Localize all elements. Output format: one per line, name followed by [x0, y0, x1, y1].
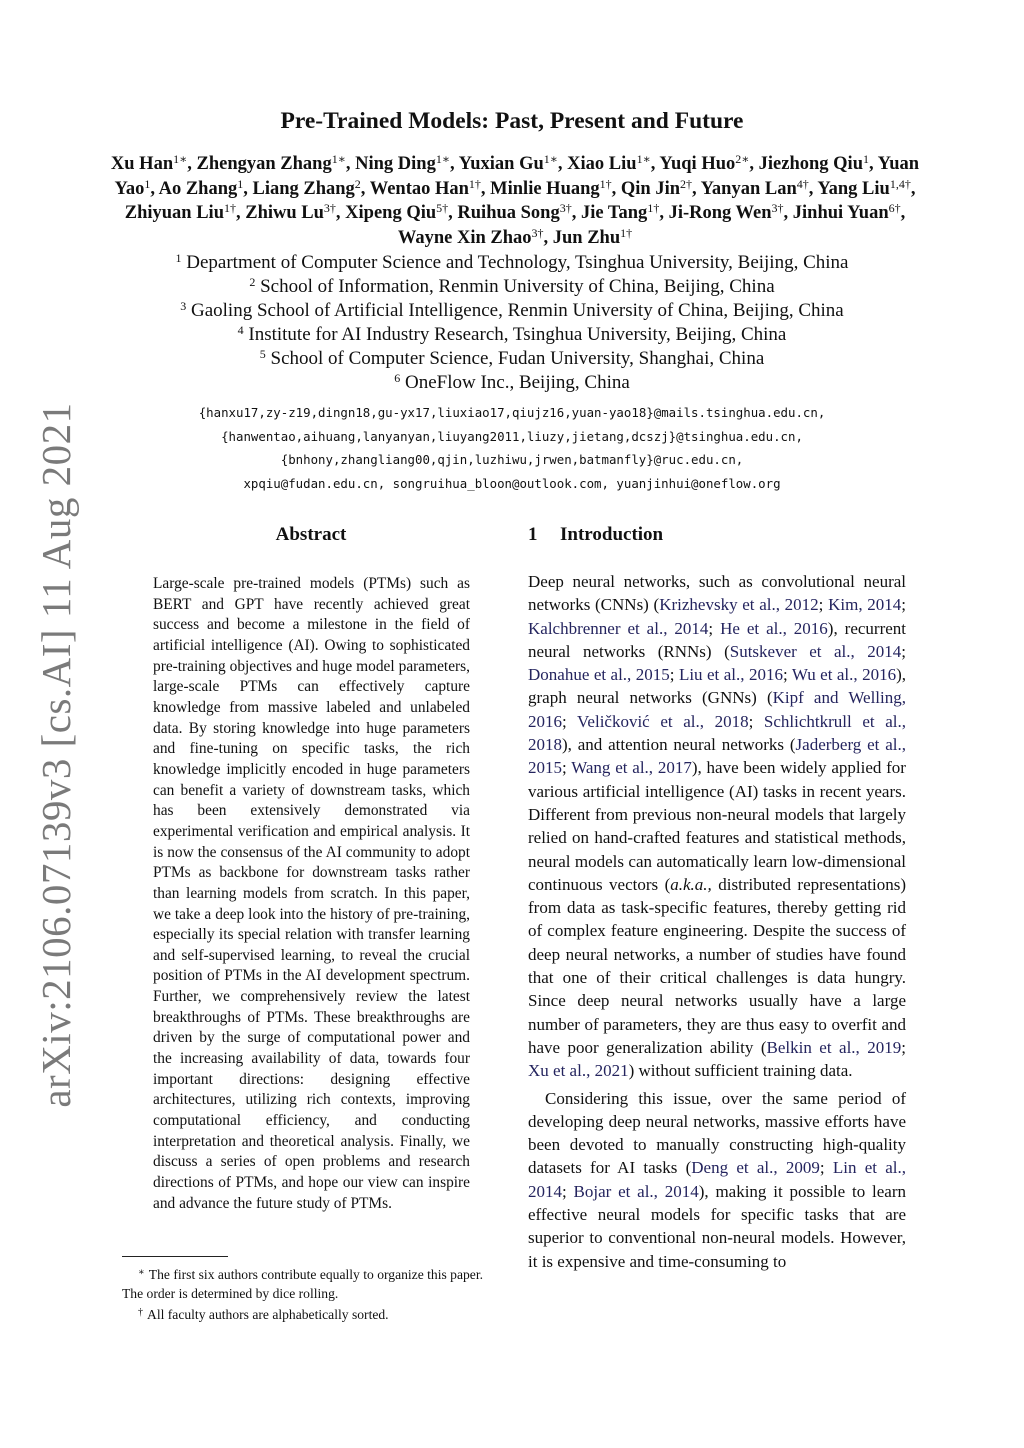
affiliation-text: Institute for AI Industry Research, Tsinghua University, Beijing, China: [243, 324, 787, 345]
author: [700, 176, 809, 199]
author-name: Yanyan Lan: [700, 178, 797, 199]
author-affiliation-mark: 1: [144, 176, 151, 191]
citation-link[interactable]: Wu et al., 2016: [791, 665, 897, 685]
footnotes: [122, 1263, 502, 1325]
citation-link[interactable]: Sutskever et al., 2014: [729, 641, 902, 661]
affiliation: [0, 299, 1024, 323]
affiliation: [0, 251, 1024, 275]
citation-link[interactable]: Donahue et al., 2015: [528, 665, 670, 685]
citation-link[interactable]: Deng et al., 2009: [691, 1158, 820, 1178]
section-title: Introduction: [560, 524, 664, 545]
affiliation-text: OneFlow Inc., Beijing, China: [400, 372, 630, 393]
author-name: Ruihua Song: [457, 203, 560, 224]
introduction-heading: [528, 522, 906, 552]
citation-link[interactable]: Kim, 2014: [828, 595, 902, 615]
author-affiliation-mark: 1,4†: [889, 176, 911, 191]
affiliation-number: 4: [237, 323, 244, 337]
citation-link[interactable]: Belkin et al., 2019: [766, 1037, 902, 1057]
author-affiliation-mark: 1∗: [331, 152, 346, 166]
author-name: Xipeng Qiu: [345, 203, 437, 224]
author-name: Zhengyan Zhang: [196, 154, 332, 174]
affiliation-text: Department of Computer Science and Technology, Tsinghua University, Beijing, China: [181, 252, 849, 273]
author-name: Yang Liu: [817, 178, 890, 199]
author-name: Zhiwu Lu: [245, 203, 324, 224]
author-affiliation-mark: 1: [237, 176, 244, 191]
author: [245, 203, 336, 223]
author: [125, 203, 236, 223]
citation-link[interactable]: Wang et al., 2017: [571, 758, 692, 778]
affiliation: [0, 371, 1024, 395]
author-name: Ning Ding: [355, 154, 436, 174]
author-name: Jun Zhu: [552, 227, 621, 248]
citation-link[interactable]: Veličković et al., 2018: [577, 711, 749, 731]
author: [759, 154, 869, 174]
author-name: Yuan Yao: [114, 154, 920, 199]
citation-link[interactable]: Schlichtkrull et al., 2018: [528, 711, 906, 755]
email-list: [0, 401, 1024, 495]
citation-link[interactable]: Xu et al., 2021: [528, 1061, 629, 1081]
citation-link[interactable]: Krizhevsky et al., 2012: [659, 595, 819, 615]
author: [567, 154, 651, 174]
author-affiliation-mark: 1: [863, 152, 869, 166]
right-column: [528, 522, 906, 1273]
paper-title: Pre-Trained Models: Past, Present and Future: [280, 108, 744, 134]
author-name: Jiezhong Qiu: [758, 154, 863, 174]
affiliation-number: 3: [180, 299, 187, 313]
author-affiliation-mark: 6†: [888, 201, 901, 216]
author: [793, 203, 901, 223]
author-name: Ji-Rong Wen: [668, 203, 772, 224]
author: [397, 225, 544, 248]
footnote-divider: [122, 1256, 228, 1257]
footnote-text: All faculty authors are alphabetically sorted.: [147, 1307, 389, 1323]
author-name: Yuxian Gu: [458, 154, 544, 174]
email-line: {hanwentao,aihuang,lanyanyan,liuyang2011,liuzy,jietang,dcszj}@tsinghua.edu.cn,: [221, 428, 803, 444]
left-column: [122, 522, 500, 1214]
author-affiliation-mark: 1∗: [543, 152, 558, 166]
affiliation-text: School of Computer Science, Fudan University, Shanghai, China: [265, 348, 765, 369]
citation-link[interactable]: Jaderberg et al., 2015: [528, 735, 906, 778]
author: [669, 203, 784, 223]
introduction-paragraph-1: Deep neural networks, such as convolutional neural networks (CNNs) (Krizhevsky et al., 2012; Kim, 2014; Kalchbrenner et al., 2014; He et al., 2016), recurrent neural networks (RNNs) (Sutskever et al., 2014; Donahue et al., 2015; Liu et al., 2016; Wu et al., 2016), graph neural networks (GNNs) (Kipf and Welling, 2016; Veličković et al., 2018; Schlichtkrull et al., 2018), and attention neural networks (Jaderberg et al., 2015; Wang et al., 2017), have been widely applied for various artificial intelligence (AI) tasks in recent years. Different from previous non-neural models that largely relied on hand-crafted features and statistical methods, neural models can automatically learn low-dimensional continuous vectors (a.k.a., distributed representations) from data as task-specific features, thereby getting rid of complex feature engineering. Despite the success of deep neural networks, a number of studies have found that one of their critical challenges is data hungry. Since deep neural networks usually have a large number of parameters, they are thus easy to overfit and have poor generalization ability (Belkin et al., 2019; Xu et al., 2021) without sufficient training data.: [528, 572, 907, 1081]
footnote-equal-contribution: [122, 1263, 502, 1303]
author-affiliation-mark: 2†: [680, 176, 693, 191]
author-name: Qin Jin: [620, 178, 681, 199]
author: [581, 203, 659, 223]
author: [158, 176, 244, 199]
email-line: {bnhony,zhangliang00,qjin,luzhiwu,jrwen,batmanfly}@ruc.edu.cn,: [280, 452, 744, 468]
author-name: Zhiyuan Liu: [124, 203, 224, 224]
footnote-mark: †: [138, 1307, 143, 1319]
author: [345, 203, 448, 223]
affiliation-number: 6: [394, 371, 401, 385]
author-name: Xiao Liu: [567, 154, 637, 174]
citation-link[interactable]: He et al., 2016: [720, 618, 828, 638]
author-affiliation-mark: 1∗: [435, 152, 450, 166]
author-affiliation-mark: 1†: [599, 176, 612, 191]
affiliation-number: 2: [249, 275, 256, 289]
author-name: Minlie Huang: [490, 178, 600, 199]
author: [355, 154, 450, 174]
italic-text: a.k.a.,: [670, 874, 712, 894]
affiliation-list: [0, 251, 1024, 395]
arxiv-identifier: arXiv:2106.07139v3 [cs.AI] 11 Aug 2021: [33, 402, 79, 1108]
author-affiliation-mark: 1†: [468, 176, 481, 191]
author-name: Liang Zhang: [252, 178, 355, 199]
author-affiliation-mark: 4†: [796, 176, 809, 191]
author: [111, 154, 187, 174]
abstract-text: Large-scale pre-trained models (PTMs) such as BERT and GPT have recently achieved great success and become a milestone in the field of artificial intelligence (AI). Owing to sophisticated pre-training objectives and huge model parameters, large-scale PTMs can effectively capture knowledge from massive labeled and unlabeled data. By storing knowledge into huge parameters and fine-tuning on specific tasks, the rich knowledge implicitly encoded in huge parameters can benefit a variety of downstream tasks, which has been extensively demonstrated via experimental verification and empirical analysis. It is now the consensus of the AI community to adopt PTMs as backbone for downstream tasks rather than learning models from scratch. In this paper, we take a deep look into the history of pre-training, especially its special relation with transfer learning and self-supervised learning, to reveal the crucial position of PTMs in the AI development spectrum. Further, we comprehensively review the latest breakthroughs of PTMs. These breakthroughs are driven by the surge of computational power and the increasing availability of data, towards four important directions: designing effective architectures, utilizing rich contexts, improving computational efficiency, and conducting interpretation and theoretical analysis. Finally, we discuss a series of open problems and research directions of PTMs, and hope our view can inspire and advance the future study of PTMs.: [153, 575, 470, 1212]
affiliation-number: 5: [259, 347, 266, 361]
author-name: Jinhui Yuan: [792, 203, 889, 224]
author: [620, 176, 693, 199]
section-number: 1: [528, 524, 538, 545]
citation-link[interactable]: Kalchbrenner et al., 2014: [528, 618, 709, 638]
email-line: {hanxu17,zy-z19,dingn18,gu-yx17,liuxiao17,qiujz16,yuan-yao18}@mails.tsinghua.edu.cn,: [198, 405, 826, 420]
author: [817, 176, 911, 199]
author-affiliation-mark: 1∗: [636, 152, 651, 166]
abstract-heading: Abstract: [275, 524, 347, 545]
author-name: Wayne Xin Zhao: [397, 227, 532, 248]
author: [457, 203, 571, 223]
author: [490, 176, 612, 199]
author: [197, 154, 346, 174]
author-list: Xu Han$^{1∗}$, Zhengyan Zhang$^{1∗}$, Ning Ding$^{1∗}$, Yuxian $Gu^{1∗}$, Xiao Liu$^{1∗}$, Yuqi Huo$^{2∗}$, Jiezhong Qiu$^1$, Yuan Yao$^1$, Ao Zhang$^1$, Liang Zhang$^2$, Wentao Han$^{1\dagger}$, Minlie Huang$^{1\dagger}$, Qin Jin$^{2\dagger}$, Yanyan Lan$^{4\dagger}$, Yang Liu$^{1,4\dagger}$, Zhiyuan Liu$^{1\dagger}$, Zhiwu $Lu^{3\dagger}$, Xipeng Qiu$^{5\dagger}$, Ruihua Song$^{3\dagger}$, Jie Tang$^{1\dagger}$, Ji-Rong Wen$^{3\dagger}$, Jinhui Yuan$^{6\dagger}$, Wayne Xin Zhao$^{3\dagger}$, Jun Zhu$^{1\dagger}$: [110, 152, 920, 248]
author-affiliation-mark: 2∗: [735, 152, 750, 166]
citation-link[interactable]: Kipf and Welling, 2016: [528, 688, 906, 731]
author-name: Jie Tang: [580, 203, 648, 224]
author: [369, 176, 481, 199]
author-affiliation-mark: 2: [354, 176, 361, 191]
author-name: Ao Zhang: [158, 178, 238, 199]
author-name: Yuqi Huo: [659, 154, 736, 174]
author: [459, 154, 558, 174]
author-affiliation-mark: 1†: [620, 225, 633, 240]
author-affiliation-mark: 3†: [771, 201, 784, 216]
footnote-faculty-order: [122, 1303, 502, 1324]
author: [659, 154, 749, 174]
author-affiliation-mark: 1∗: [173, 152, 188, 166]
author-affiliation-mark: 3†: [323, 201, 336, 216]
citation-link[interactable]: Liu et al., 2016: [678, 665, 783, 685]
author: [552, 225, 633, 248]
citation-link[interactable]: Lin et al., 2014: [528, 1158, 906, 1201]
author-name: Xu Han: [110, 154, 174, 174]
citation-link[interactable]: Bojar et al., 2014: [573, 1181, 699, 1201]
affiliation: [0, 347, 1024, 371]
author: [252, 176, 361, 199]
author-affiliation-mark: 3†: [559, 201, 572, 216]
author-affiliation-mark: 1†: [647, 201, 660, 216]
email-line: xpqiu@fudan.edu.cn, songruihua_bloon@outlook.com, yuanjinhui@oneflow.org: [243, 475, 781, 491]
affiliation-text: Gaoling School of Artificial Intelligence, Renmin University of China, Beijing, China: [186, 300, 844, 321]
introduction-paragraph-2: Considering this issue, over the same period of developing deep neural networks, massive efforts have been devoted to manually constructing high-quality datasets for AI tasks (Deng et al., 2009; Lin et al., 2014; Bojar et al., 2014), making it possible to learn effective neural models for specific tasks that are superior to conventional non-neural models. However, it is expensive and time-consuming to: [528, 1088, 906, 1271]
affiliation-number: 1: [175, 251, 182, 265]
footnote-mark: ∗: [138, 1267, 145, 1278]
author-name: Wentao Han: [369, 178, 469, 199]
author-affiliation-mark: 5†: [436, 201, 449, 216]
affiliation-text: School of Information, Renmin University of China, Beijing, China: [255, 276, 775, 297]
author-affiliation-mark: 1†: [224, 201, 236, 216]
author-affiliation-mark: 3†: [531, 225, 544, 240]
affiliation: [0, 275, 1024, 299]
affiliation: [0, 323, 1024, 347]
footnote-text: The first six authors contribute equally to organize this paper. The order is determined by dice rolling.: [122, 1267, 484, 1302]
